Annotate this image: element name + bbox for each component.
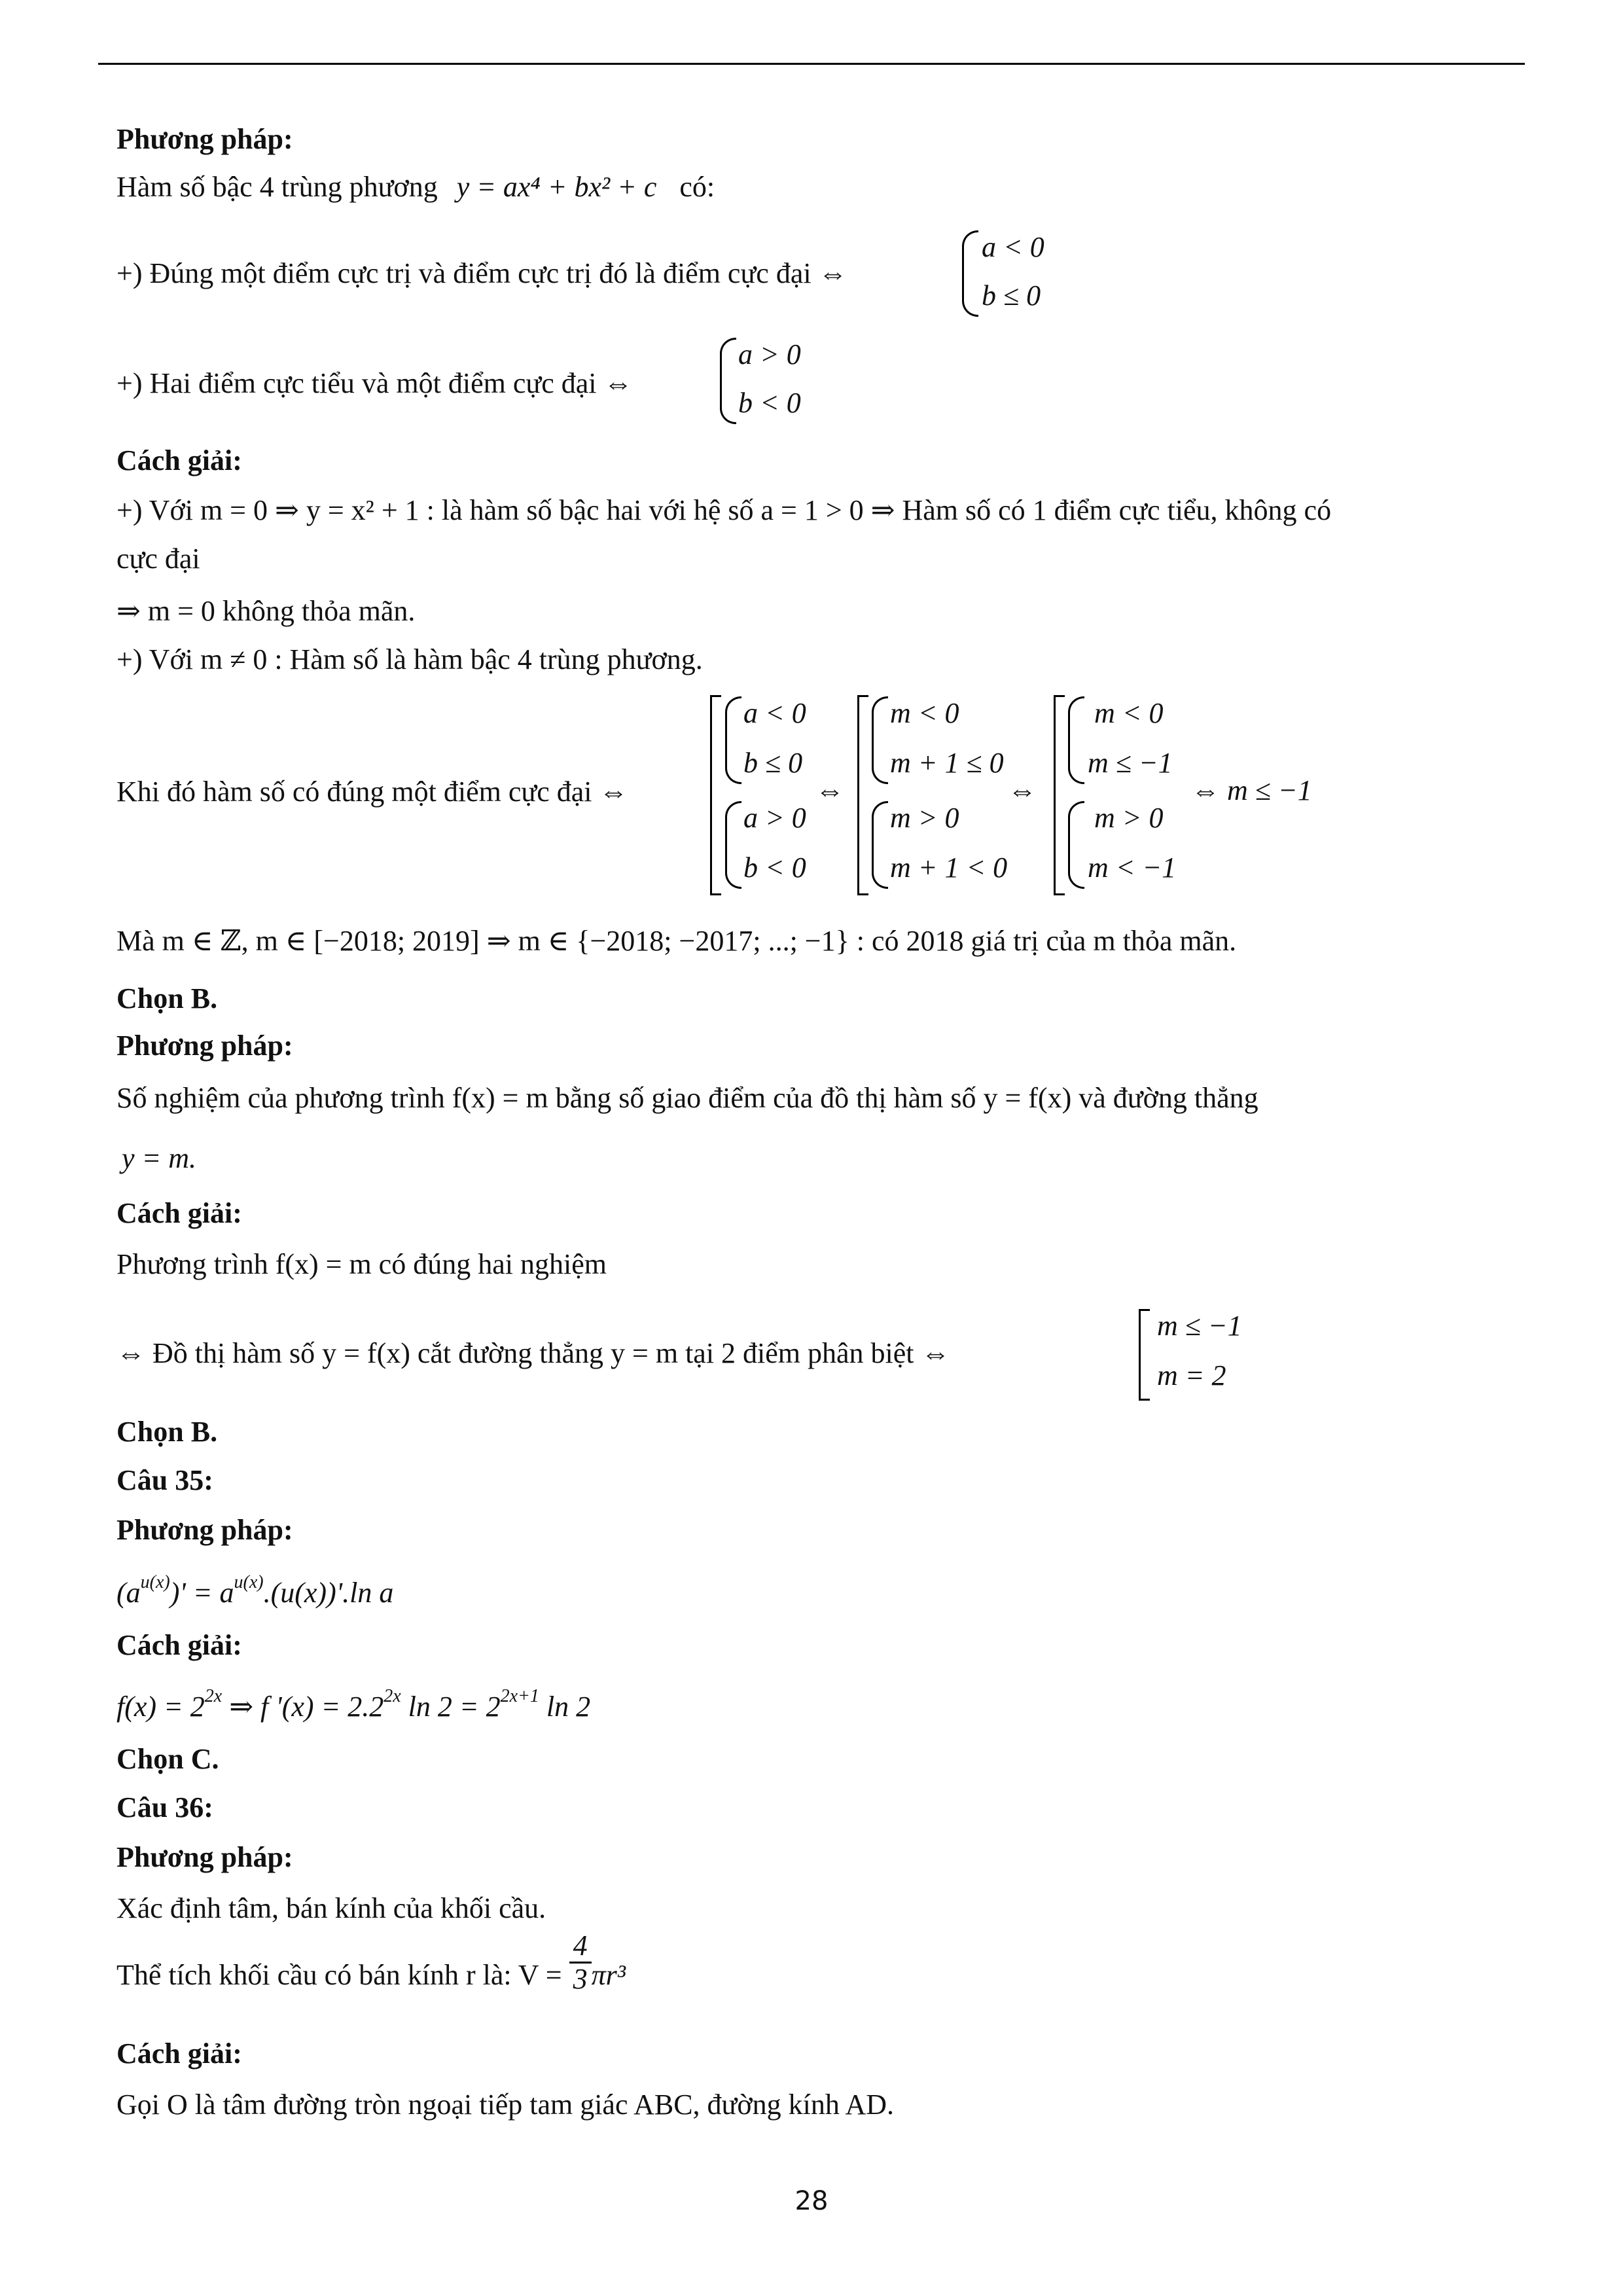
intro-text: Hàm số bậc 4 trùng phương <box>116 171 438 203</box>
mn0-line: +) Với m ≠ 0 : Hàm số là hàm bậc 4 trùng phương. <box>116 643 703 675</box>
s35-formula-right: .(u(x))'.ln a <box>263 1577 394 1609</box>
sysB-bracket <box>857 695 868 895</box>
s35-sol-sup2: 2x <box>383 1686 401 1706</box>
s35-formula-mid: )' = a <box>169 1577 234 1609</box>
sysA-row4: b < 0 <box>743 852 806 884</box>
sysB-row4: m + 1 < 0 <box>890 852 1008 884</box>
ma-line: Mà m ∈ ℤ, m ∈ [−2018; 2019] ⇒ m ∈ {−2018; −2017; ...; −1} : có 2018 giá trị của m thỏa mãn. <box>116 925 1237 957</box>
s2-text2: y = m. <box>122 1142 196 1174</box>
method-heading: Phương pháp: <box>116 123 293 155</box>
sysA-row1: a < 0 <box>743 697 806 729</box>
khido-text: Khi đó hàm số có đúng một điểm cực đại ⇔ <box>116 776 628 808</box>
s35-formula <box>116 1564 393 1611</box>
solution-heading-35: Cách giải: <box>116 1629 242 1661</box>
header-rule <box>98 63 1525 65</box>
s35-formula-left: (a <box>116 1577 141 1609</box>
s35-solution <box>116 1678 590 1725</box>
s36-line2-text: Thể tích khối cầu có bán kính r là: V = <box>116 1959 562 1991</box>
m0-line3: ⇒ m = 0 không thỏa mãn. <box>116 595 416 627</box>
sysC-bracket <box>1054 695 1065 895</box>
equiv-1: ⇔ <box>815 774 844 806</box>
choose-answer-2: Chọn B. <box>116 1416 218 1448</box>
s2-text1: Số nghiệm của phương trình f(x) = m bằng số giao điểm của đồ thị hàm số y = f(x) và đường thẳng <box>116 1082 1258 1114</box>
case1-text: +) Đúng một điểm cực trị và điểm cực trị đó là điểm cực đại ⇔ <box>116 257 847 289</box>
s35-formula-sup2: u(x) <box>234 1572 264 1592</box>
sysC-row4: m < −1 <box>1088 852 1177 884</box>
sysA-row3: a > 0 <box>743 802 806 834</box>
case2-brace <box>720 338 736 424</box>
s36-frac-den: 3 <box>573 1963 588 1996</box>
equiv-2: ⇔ <box>1008 774 1037 806</box>
sysC-row1: m < 0 <box>1094 697 1164 729</box>
sysB-row1: m < 0 <box>890 697 959 729</box>
s36-line1: Xác định tâm, bán kính của khối cầu. <box>116 1892 546 1924</box>
s2-line1: Phương trình f(x) = m có đúng hai nghiệm <box>116 1248 607 1280</box>
sysC-row3: m > 0 <box>1094 802 1164 834</box>
sysA-bracket <box>710 695 721 895</box>
case2-row2: b < 0 <box>738 387 801 419</box>
sysB-row2: m + 1 ≤ 0 <box>890 747 1004 779</box>
solution-heading-36: Cách giải: <box>116 2037 242 2070</box>
solution-heading: Cách giải: <box>116 444 242 476</box>
solution-heading-2: Cách giải: <box>116 1197 242 1229</box>
s2-bracket <box>1139 1309 1150 1401</box>
m0-line2: cực đại <box>116 543 200 575</box>
sysB-row3: m > 0 <box>890 802 959 834</box>
m0-line: +) Với m = 0 ⇒ y = x² + 1 : là hàm số bậc hai với hệ số a = 1 > 0 ⇒ Hàm số có 1 điểm cực tiểu, không có <box>116 494 1332 526</box>
s35-sol-sup3: 2x+1 <box>500 1686 539 1706</box>
choose-answer-1: Chọn B. <box>116 982 218 1014</box>
sysB-brace1 <box>872 696 888 784</box>
intro-end: có: <box>679 171 715 203</box>
s36-line2 <box>116 1929 626 1996</box>
s2-sys-row2: m = 2 <box>1157 1359 1226 1391</box>
s36-fraction <box>569 1930 592 1995</box>
s35-sol-c: ln 2 = 2 <box>401 1691 501 1723</box>
method-heading-2: Phương pháp: <box>116 1030 293 1062</box>
sysC-row2: m ≤ −1 <box>1088 747 1173 779</box>
case2-text: +) Hai điểm cực tiểu và một điểm cực đại ⇔ <box>116 367 633 399</box>
method-heading-36: Phương pháp: <box>116 1841 293 1873</box>
intro-formula: y = ax⁴ + bx² + c <box>456 171 657 203</box>
case1-row2: b ≤ 0 <box>982 279 1041 312</box>
s36-frac-num: 4 <box>569 1930 592 1964</box>
method-heading-35: Phương pháp: <box>116 1514 293 1546</box>
page-number: 28 <box>794 2186 829 2216</box>
s35-sol-sup1: 2x <box>204 1686 223 1706</box>
case1-row1: a < 0 <box>982 231 1044 263</box>
s35-sol-a: f(x) = 2 <box>116 1691 205 1723</box>
s36-line2-end: πr³ <box>591 1959 626 1991</box>
question-35-title: Câu 35: <box>116 1464 213 1496</box>
case2-row1: a > 0 <box>738 338 801 370</box>
choose-answer-35: Chọn C. <box>116 1743 219 1775</box>
case1-brace <box>962 230 978 317</box>
sysA-row2: b ≤ 0 <box>743 747 803 779</box>
s35-sol-b: ⇒ f '(x) = 2.2 <box>222 1691 384 1723</box>
s2-sys-row1: m ≤ −1 <box>1157 1310 1242 1342</box>
sysA-brace1 <box>725 696 741 784</box>
s2-line2: ⇔ Đồ thị hàm số y = f(x) cắt đường thẳng y = m tại 2 điểm phân biệt ⇔ <box>116 1337 950 1369</box>
result: ⇔ m ≤ −1 <box>1191 774 1312 806</box>
sysB-brace2 <box>872 801 888 889</box>
intro-line <box>116 169 715 206</box>
question-36-title: Câu 36: <box>116 1791 213 1823</box>
s35-sol-d: ln 2 <box>539 1691 591 1723</box>
s35-formula-sup1: u(x) <box>140 1572 170 1592</box>
sysC-brace1 <box>1068 696 1084 784</box>
s36-line3: Gọi O là tâm đường tròn ngoại tiếp tam giác ABC, đường kính AD. <box>116 2089 894 2121</box>
sysC-brace2 <box>1068 801 1084 889</box>
sysA-brace2 <box>725 801 741 889</box>
